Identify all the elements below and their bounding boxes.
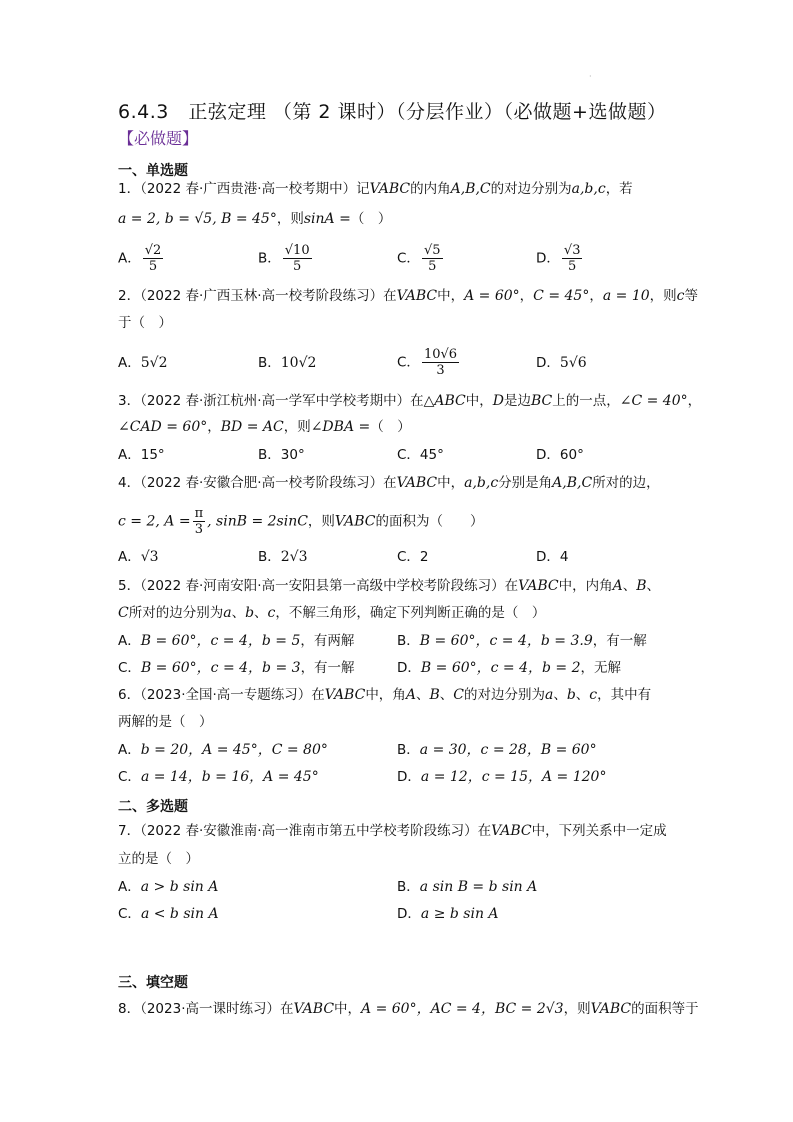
q3-option-b[interactable]: B．30° bbox=[258, 447, 305, 463]
q2-line1: 2．（2022 春·广西玉林·高一校考阶段练习）在VABC中，A = 60°，C = 45°，a = 10，则c等 bbox=[118, 288, 698, 304]
q4-option-a[interactable]: A．√3 bbox=[118, 549, 159, 565]
q6-option-a[interactable]: A．b = 20，A = 45°，C = 80° bbox=[118, 742, 328, 758]
q3-option-a[interactable]: A．15° bbox=[118, 447, 165, 463]
q6-line2: 两解的是（ ） bbox=[118, 714, 213, 730]
q4-option-c[interactable]: C．2 bbox=[397, 549, 429, 565]
page-title: 6.4.3 正弦定理 （第 2 课时）（分层作业）（必做题+选做题） bbox=[118, 101, 667, 123]
q6-line1: 6．（2023·全国·高一专题练习）在VABC中，角A、B、C的对边分别为a、b、c，其中有 bbox=[118, 687, 652, 703]
q4-line2: c = 2, A = $\frac{\pi}{3}$ , sinB = 2sinC，则VABC的面积为（ ） bbox=[118, 506, 484, 537]
q1-option-b[interactable]: B． $\frac{√10}{5}$ bbox=[258, 243, 310, 274]
q5-line2: C所对的边分别为a、b、c，不解三角形，确定下列判断正确的是（ ） bbox=[118, 605, 546, 621]
section-single-choice: 一、单选题 bbox=[118, 163, 188, 179]
q4-option-b[interactable]: B．2√3 bbox=[258, 549, 308, 565]
q3-line2: ∠CAD = 60°，BD = AC，则∠DBA =（ ） bbox=[118, 419, 411, 435]
q5-option-d[interactable]: D．B = 60°，c = 4，b = 2，无解 bbox=[397, 660, 622, 676]
q1-option-c[interactable]: C． $\frac{√5}{5}$ bbox=[397, 243, 441, 274]
q5-line1: 5．（2022 春·河南安阳·高一安阳县第一高级中学校考阶段练习）在VABC中，内角A、B、 bbox=[118, 578, 661, 594]
q3-option-c[interactable]: C．45° bbox=[397, 447, 444, 463]
scan-dot: · bbox=[589, 72, 592, 81]
q2-option-c[interactable]: C． $\frac{10√6}{3}$ bbox=[397, 347, 458, 378]
q8-line1: 8．（2023·高一课时练习）在VABC中，A = 60°，AC = 4，BC = 2√3，则VABC的面积等于 bbox=[118, 1001, 699, 1017]
q2-option-a[interactable]: A．5√2 bbox=[118, 355, 168, 371]
q1-option-d[interactable]: D． $\frac{√3}{5}$ bbox=[536, 243, 581, 274]
q2-option-d[interactable]: D．5√6 bbox=[536, 355, 587, 371]
q7-option-c[interactable]: C．a < b sin A bbox=[118, 906, 219, 922]
q7-option-d[interactable]: D．a ≥ b sin A bbox=[397, 906, 499, 922]
q2-option-b[interactable]: B．10√2 bbox=[258, 355, 317, 371]
q6-option-b[interactable]: B．a = 30，c = 28，B = 60° bbox=[397, 742, 597, 758]
q3-line1: 3．（2022 春·浙江杭州·高一学军中学校考期中）在△ABC中，D是边BC上的一点，∠C = 40°， bbox=[118, 393, 702, 409]
q7-option-b[interactable]: B．a sin B = b sin A bbox=[397, 879, 538, 895]
q4-option-d[interactable]: D．4 bbox=[536, 549, 569, 565]
q7-line1: 7．（2022 春·安徽淮南·高一淮南市第五中学校考阶段练习）在VABC中，下列关系中一定成 bbox=[118, 823, 667, 839]
q5-option-c[interactable]: C．B = 60°，c = 4，b = 3，有一解 bbox=[118, 660, 355, 676]
section-multi-choice: 二、多选题 bbox=[118, 799, 188, 815]
q1-option-a[interactable]: A． $\frac{√2}{5}$ bbox=[118, 243, 162, 274]
required-tag: 【必做题】 bbox=[118, 129, 199, 148]
q7-option-a[interactable]: A．a > b sin A bbox=[118, 879, 219, 895]
q4-line1: 4．（2022 春·安徽合肥·高一校考阶段练习）在VABC中，a,b,c分别是角A,B,C所对的边， bbox=[118, 475, 660, 491]
q2-line2: 于（ ） bbox=[118, 315, 172, 331]
q1-line1: 1．（2022 春·广西贵港·高一校考期中）记VABC的内角A,B,C的对边分别为a,b,c，若 bbox=[118, 181, 633, 197]
q5-option-b[interactable]: B．B = 60°，c = 4，b = 3.9，有一解 bbox=[397, 633, 647, 649]
q1-line2: a = 2, b = √5, B = 45°，则sinA =（ ） bbox=[118, 211, 392, 227]
q6-option-c[interactable]: C．a = 14，b = 16，A = 45° bbox=[118, 769, 319, 785]
section-fill-in: 三、填空题 bbox=[118, 975, 188, 991]
q5-option-a[interactable]: A．B = 60°，c = 4，b = 5，有两解 bbox=[118, 633, 355, 649]
q7-line2: 立的是（ ） bbox=[118, 851, 199, 867]
q6-option-d[interactable]: D．a = 12，c = 15，A = 120° bbox=[397, 769, 607, 785]
q3-option-d[interactable]: D．60° bbox=[536, 447, 584, 463]
